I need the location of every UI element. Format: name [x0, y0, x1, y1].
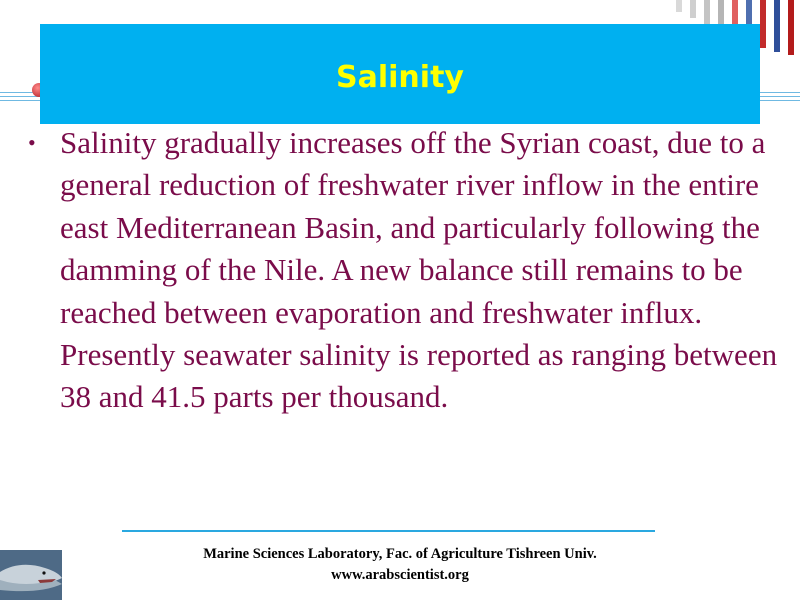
- title-banner: [40, 24, 760, 124]
- shark-icon: [0, 550, 62, 600]
- footer-divider: [122, 530, 655, 532]
- bullet-text: Salinity gradually increases off the Syrian coast, due to a general reduction of freshwater river inflow in the entire east Mediterranean Basin, and particularly following the damming of the Nile. A new balance still remains to be reached between evaporation and freshwater influx. Presently seawater salinity is reported as ranging between 38 and 41.5 parts per thousand.: [60, 125, 778, 415]
- footer-website[interactable]: www.arabscientist.org: [331, 567, 469, 583]
- slide-title: Salinity: [336, 60, 464, 95]
- slide-content: [24, 122, 784, 419]
- bullet-item: [24, 122, 784, 419]
- footer-affiliation: Marine Sciences Laboratory, Fac. of Agriculture Tishreen Univ.: [203, 546, 597, 562]
- bullet-marker: •: [28, 130, 36, 155]
